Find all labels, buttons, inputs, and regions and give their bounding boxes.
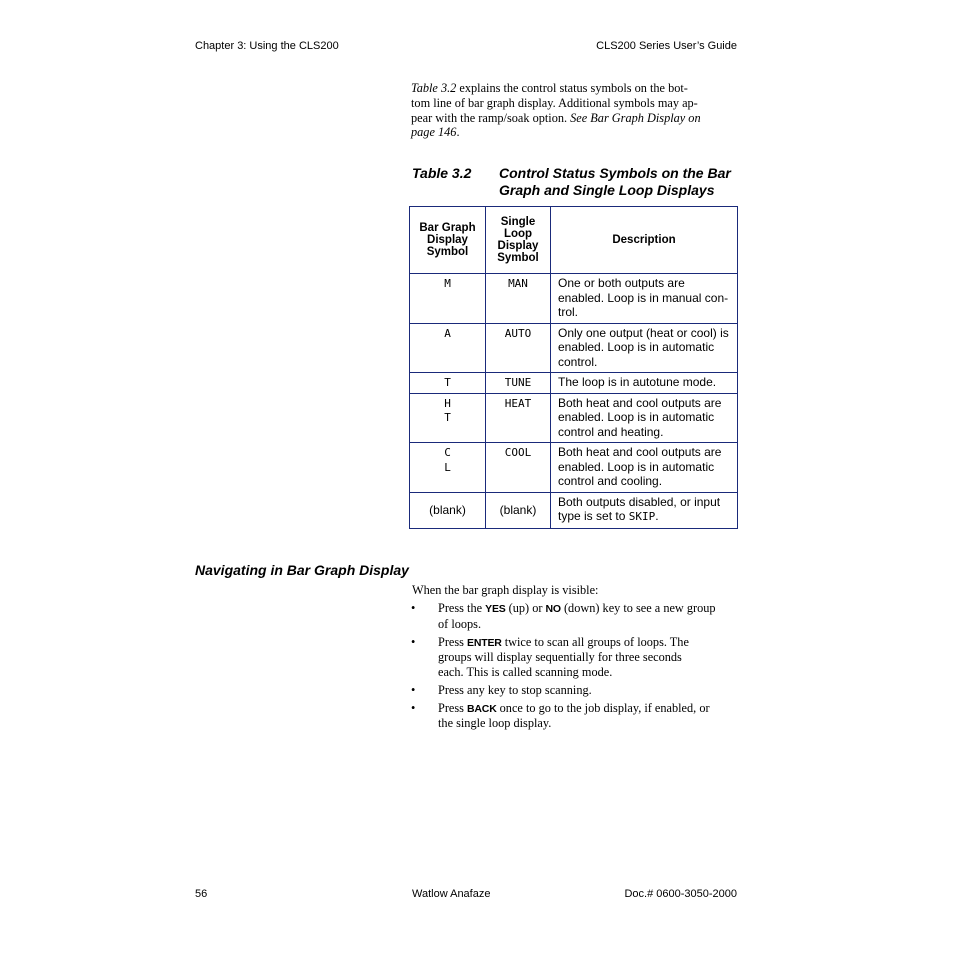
section-heading: Navigating in Bar Graph Display bbox=[195, 562, 409, 578]
bullet-icon: • bbox=[411, 700, 416, 715]
single-symbol-cell: (blank) bbox=[486, 492, 551, 528]
table-title: Control Status Symbols on the Bar Graph and Single Loop Displays bbox=[499, 165, 731, 198]
header-bar-graph-symbol: Bar Graph Display Symbol bbox=[410, 207, 486, 274]
skip-code: SKIP bbox=[628, 510, 656, 523]
table-row bbox=[410, 393, 738, 443]
single-symbol-cell: COOL bbox=[486, 443, 551, 493]
see-also-page: page 146 bbox=[411, 125, 457, 140]
header-chapter: Chapter 3: Using the CLS200 bbox=[195, 40, 339, 52]
description-cell: Only one output (heat or cool) is enabled. Loop is in automatic control. bbox=[551, 323, 738, 373]
bullet-icon: • bbox=[411, 682, 416, 697]
description-cell: Both outputs disabled, or input type is set to SKIP. bbox=[551, 492, 738, 528]
no-key: NO bbox=[545, 603, 561, 615]
bar-symbol-cell: T bbox=[410, 373, 486, 394]
table-row bbox=[410, 323, 738, 373]
yes-key: YES bbox=[485, 603, 506, 615]
table-row bbox=[410, 443, 738, 493]
bar-symbol-cell: M bbox=[410, 274, 486, 324]
table-row bbox=[410, 274, 738, 324]
description-cell: Both heat and cool outputs are enabled. Loop is in automatic control and heating. bbox=[551, 393, 738, 443]
bar-symbol-cell: A bbox=[410, 323, 486, 373]
back-key: BACK bbox=[467, 702, 497, 715]
list-item: • Press the YES (up) or NO (down) key to see a new group of loops. bbox=[411, 601, 716, 631]
header-single-loop-symbol: Single Loop Display Symbol bbox=[486, 207, 551, 274]
navigation-bullet-list bbox=[411, 601, 741, 734]
bar-symbol-cell: H T bbox=[410, 393, 486, 443]
bar-symbol-cell: C L bbox=[410, 443, 486, 493]
single-symbol-cell: TUNE bbox=[486, 373, 551, 394]
table-row bbox=[410, 373, 738, 394]
see-also-link: See Bar Graph Display on bbox=[570, 110, 701, 125]
description-cell: Both heat and cool outputs are enabled. Loop is in automatic control and cooling. bbox=[551, 443, 738, 493]
footer-doc-number: Doc.# 0600-3050-2000 bbox=[624, 888, 737, 900]
header-guide-title: CLS200 Series User’s Guide bbox=[596, 40, 737, 52]
bar-symbol-cell: (blank) bbox=[410, 492, 486, 528]
bullet-icon: • bbox=[411, 601, 416, 615]
intro-paragraph: Table 3.2 explains the control status symbols on the bot- tom line of bar graph display. Additional symbols may ap- pear with the ramp/soak option. See Bar Graph Display on page 146. bbox=[411, 81, 701, 140]
footer-company: Watlow Anafaze bbox=[412, 888, 491, 900]
table-header-row bbox=[410, 207, 738, 274]
description-cell: One or both outputs are enabled. Loop is in manual con- trol. bbox=[551, 274, 738, 324]
description-cell: The loop is in autotune mode. bbox=[551, 373, 738, 394]
single-symbol-cell: HEAT bbox=[486, 393, 551, 443]
table-row bbox=[410, 492, 738, 528]
bullet-icon: • bbox=[411, 634, 416, 649]
list-item: • Press BACK once to go to the job display, if enabled, or the single loop display. bbox=[411, 700, 710, 731]
single-symbol-cell: AUTO bbox=[486, 323, 551, 373]
enter-key: ENTER bbox=[467, 636, 502, 649]
list-item: • Press ENTER twice to scan all groups of loops. The groups will display sequentially for three seconds each. This is called scanning mode. bbox=[411, 634, 689, 679]
control-status-symbols-table bbox=[409, 206, 738, 529]
table-number: Table 3.2 bbox=[412, 165, 472, 181]
single-symbol-cell: MAN bbox=[486, 274, 551, 324]
list-item: • Press any key to stop scanning. bbox=[411, 682, 592, 697]
footer-page-number: 56 bbox=[195, 888, 208, 900]
section-lead: When the bar graph display is visible: bbox=[412, 583, 599, 597]
table-reference: Table 3.2 bbox=[411, 81, 457, 95]
header-description: Description bbox=[551, 207, 738, 274]
